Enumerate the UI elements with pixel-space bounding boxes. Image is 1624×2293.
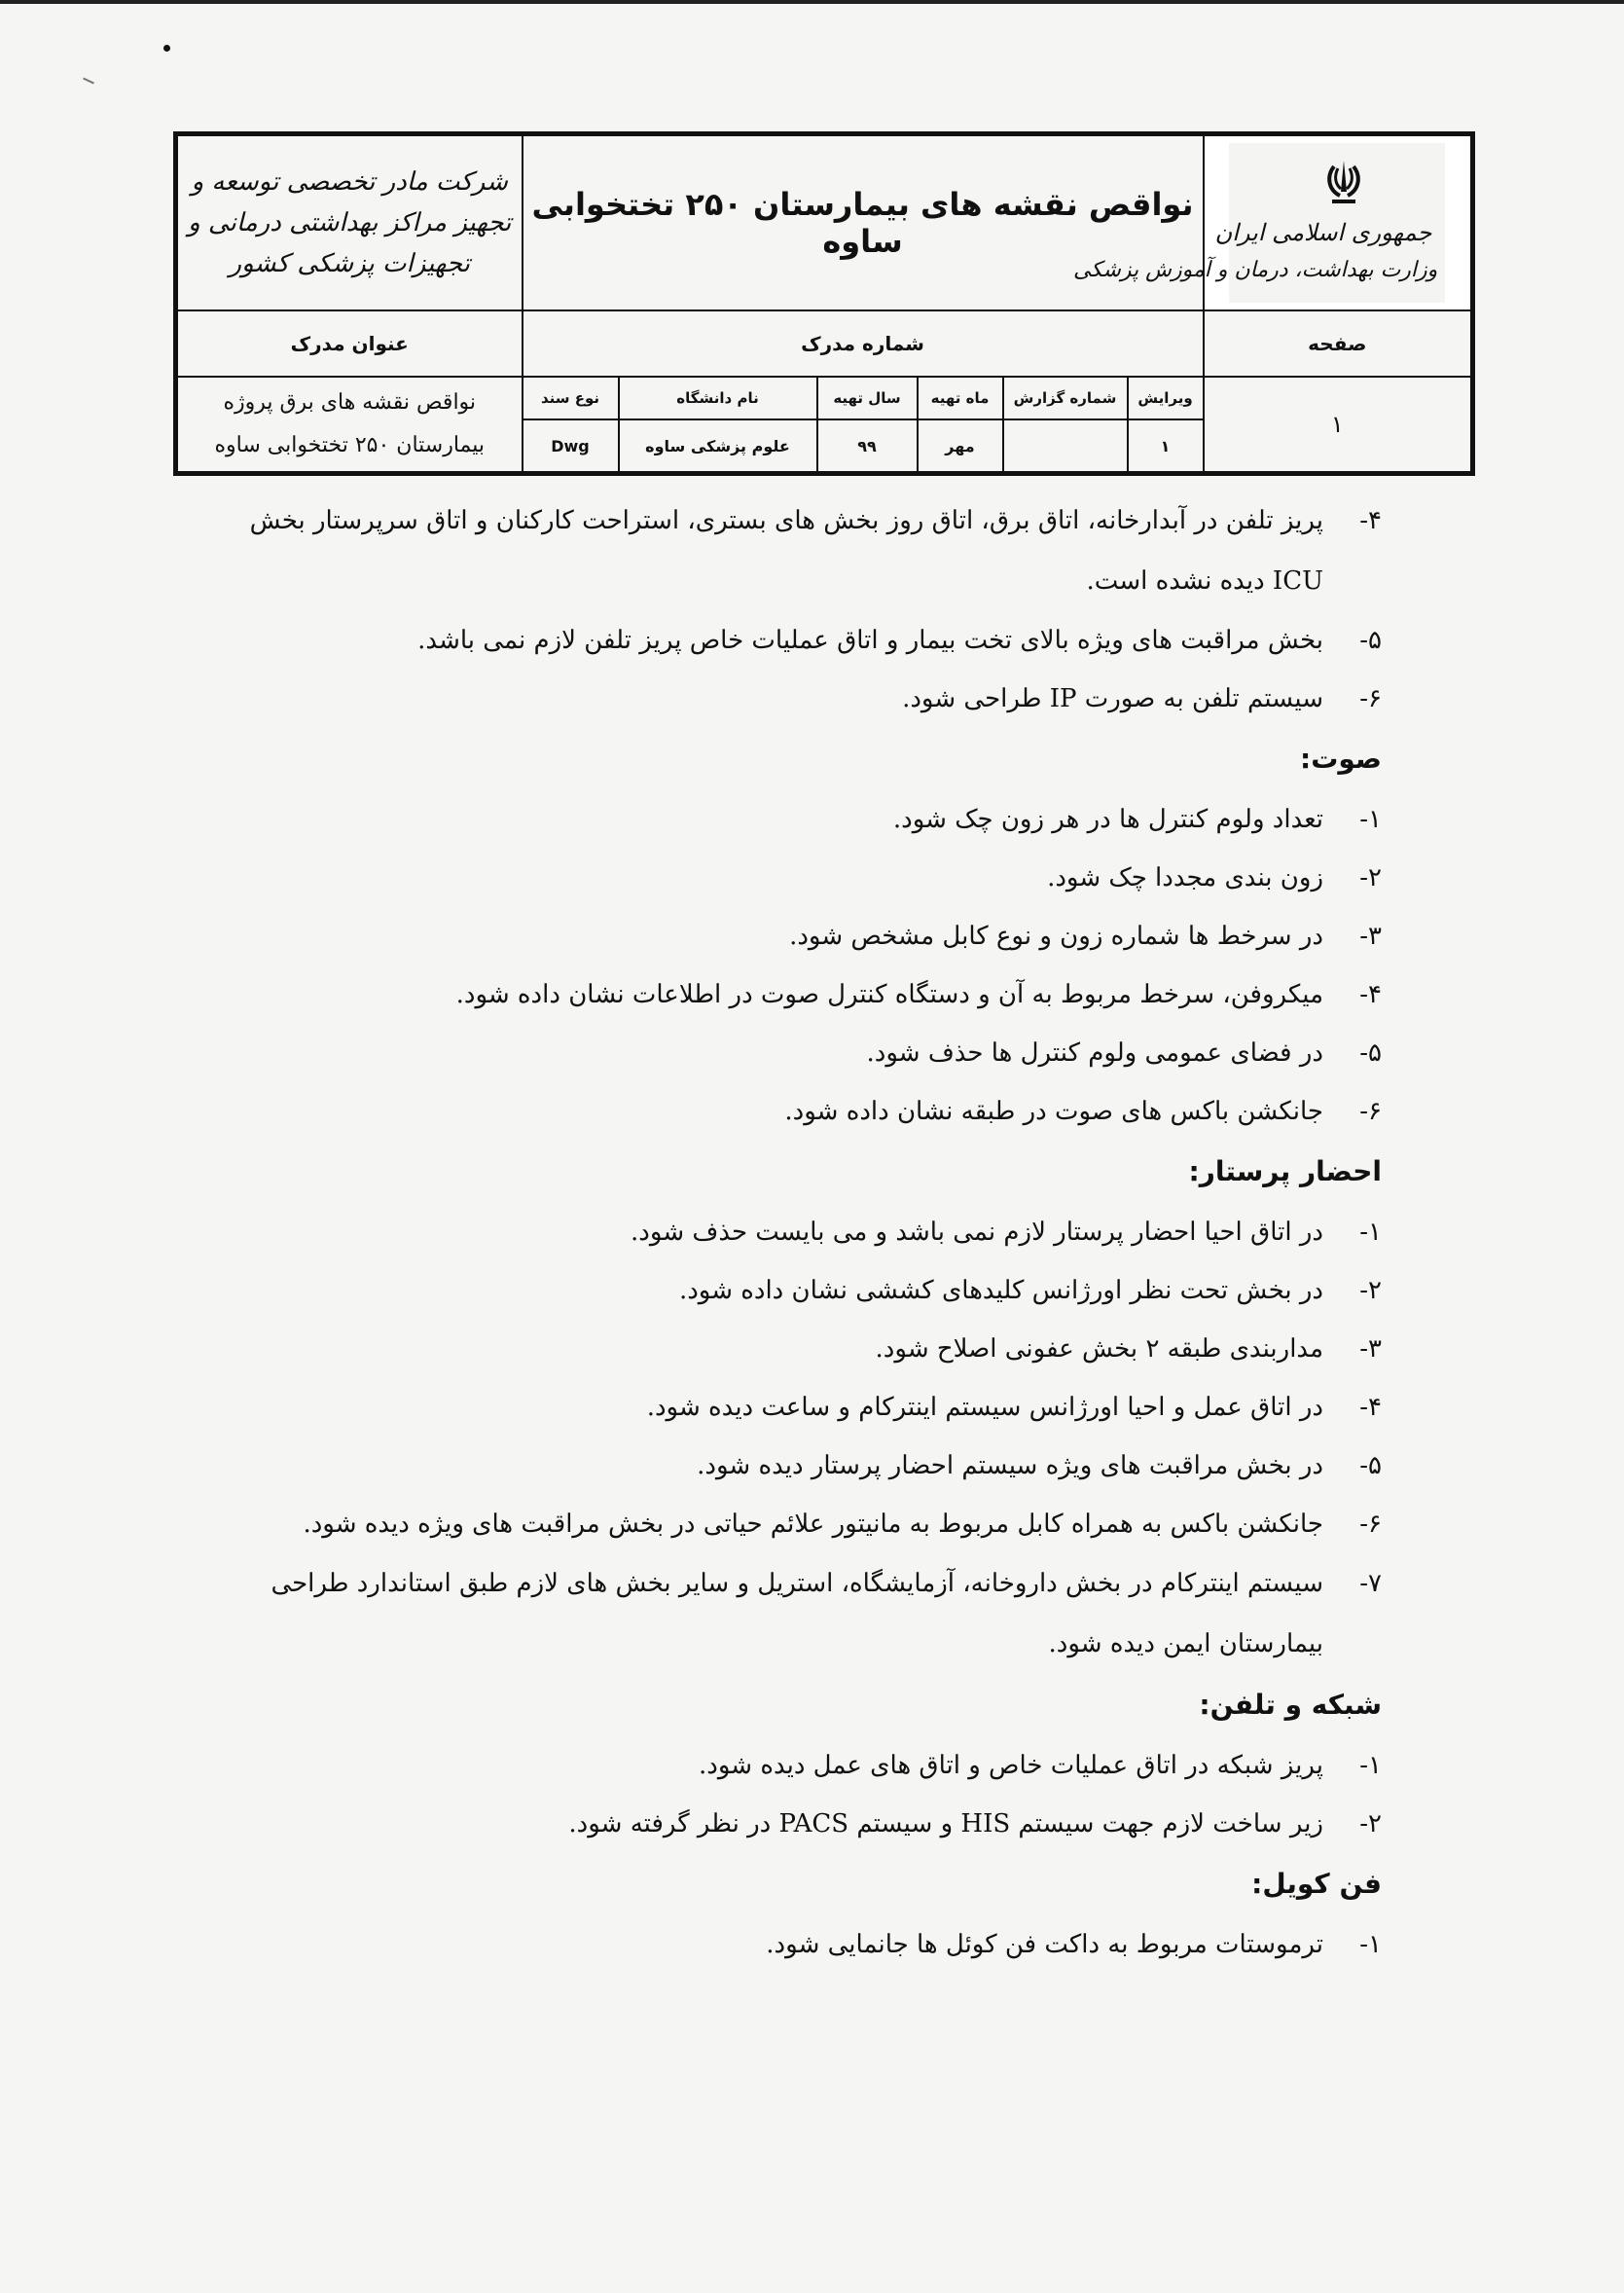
month-value: مهر — [945, 436, 975, 455]
item-number: ۶- — [1359, 1097, 1382, 1126]
page-number-cell — [1204, 377, 1473, 474]
list-item — [243, 1261, 1382, 1320]
list-item — [243, 849, 1382, 907]
doc-number-label: شماره مدرک — [801, 332, 924, 355]
list-item — [243, 670, 1382, 728]
col-month — [918, 377, 1003, 419]
doc-number-label-cell — [523, 310, 1204, 377]
col-report-no-label: شماره گزارش — [1013, 389, 1117, 407]
col-doc-type-label: نوع سند — [540, 389, 600, 407]
item-text: زیر ساخت لازم جهت سیستم HIS و سیستم PACS در نظر گرفته شود. — [568, 1809, 1323, 1838]
item-number: ۶- — [1359, 1510, 1382, 1539]
list-item — [243, 611, 1382, 670]
col-year-label: سال تهیه — [833, 389, 901, 407]
item-number: ۲- — [1359, 1276, 1382, 1305]
page-number: ۱ — [1330, 411, 1344, 438]
doc-title-label: عنوان مدرک — [290, 332, 409, 355]
list-item — [243, 790, 1382, 849]
item-number: ۱- — [1359, 1751, 1382, 1780]
list-item — [209, 1553, 1382, 1674]
list-item — [243, 1795, 1382, 1853]
item-number: ۳- — [1359, 1334, 1382, 1364]
section-heading-network: شبکه و تلفن: — [1199, 1689, 1382, 1721]
item-text: جانکشن باکس به همراه کابل مربوط به مانیتور علائم حیاتی در بخش مراقبت های ویژه دیده شود. — [303, 1510, 1323, 1539]
item-text: در بخش مراقبت های ویژه سیستم احضار پرستار دیده شود. — [697, 1451, 1323, 1480]
list-item — [209, 491, 1382, 611]
doc-title-cell — [176, 377, 523, 474]
page-label-cell — [1204, 310, 1473, 377]
doc-type-value: Dwg — [551, 436, 590, 455]
list-item — [243, 907, 1382, 965]
section-heading-sound: صوت: — [1300, 743, 1382, 775]
item-number: ۴- — [1359, 506, 1382, 535]
val-university — [619, 419, 817, 474]
item-number: ۳- — [1359, 922, 1382, 951]
val-year — [817, 419, 918, 474]
item-text: جانکشن باکس های صوت در طبقه نشان داده شود. — [784, 1097, 1323, 1126]
item-text: سیستم اینترکام در بخش داروخانه، آزمایشگاه، استریل و سایر بخش های لازم طبق استاندارد طراحی بیمارستان ایمن دیده شود. — [271, 1569, 1323, 1658]
item-text: در فضای عمومی ولوم کنترل ها حذف شود. — [866, 1038, 1323, 1068]
list-item — [243, 1915, 1382, 1974]
item-text: پریز تلفن در آبدارخانه، اتاق برق، اتاق روز بخش های بستری، استراحت کارکنان و اتاق سرپرستار بخش ICU دیده نشده است. — [249, 506, 1323, 596]
scan-mark — [83, 78, 94, 85]
item-number: ۵- — [1359, 1451, 1382, 1480]
document-body — [243, 491, 1382, 1974]
item-number: ۱- — [1359, 1218, 1382, 1247]
col-report-no — [1003, 377, 1128, 419]
item-number: ۴- — [1359, 980, 1382, 1009]
section-heading-nurse-call: احضار پرستار: — [1188, 1155, 1382, 1187]
logo-cell — [1072, 134, 1473, 311]
page-title: نواقص نقشه های بیمارستان ۲۵۰ تختخوابی ساوه — [531, 186, 1194, 260]
university-value: علوم پزشکی ساوه — [645, 436, 790, 455]
val-report-no — [1003, 419, 1128, 474]
ministry-logo — [1072, 143, 1445, 303]
col-month-label: ماه تهیه — [930, 389, 990, 407]
doc-title-label-cell — [176, 310, 523, 377]
col-university-label: نام دانشگاه — [676, 389, 759, 407]
document-title-cell — [523, 134, 1204, 311]
item-number: ۵- — [1359, 626, 1382, 655]
list-item — [243, 1024, 1382, 1082]
col-revision-label: ویرایش — [1137, 389, 1193, 407]
list-item — [243, 1320, 1382, 1378]
list-item — [209, 1495, 1382, 1553]
section-heading-fan-coil: فن کویل: — [1251, 1868, 1382, 1900]
item-number: ۵- — [1359, 1038, 1382, 1068]
item-number: ۴- — [1359, 1393, 1382, 1422]
company-name-cell — [176, 134, 523, 311]
item-text: بخش مراقبت های ویژه بالای تخت بیمار و اتاق عملیات خاص پریز تلفن لازم نمی باشد. — [417, 626, 1323, 655]
item-text: میکروفن، سرخط مربوط به آن و دستگاه کنترل صوت در اطلاعات نشان داده شود. — [455, 980, 1323, 1009]
item-text: در سرخط ها شماره زون و نوع کابل مشخص شود. — [789, 922, 1323, 951]
list-item — [243, 1378, 1382, 1437]
year-value: ۹۹ — [857, 436, 877, 455]
val-month — [918, 419, 1003, 474]
company-name: شرکت مادر تخصصی توسعه و تجهیز مراکز بهداشتی درمانی و تجهیزات پزشکی کشور — [188, 167, 512, 278]
revision-value: ۱ — [1160, 436, 1171, 455]
item-number: ۶- — [1359, 684, 1382, 713]
item-number: ۲- — [1359, 863, 1382, 892]
item-text: زون بندی مجددا چک شود. — [1047, 863, 1323, 892]
document-header-table — [173, 131, 1475, 476]
item-number: ۱- — [1359, 1930, 1382, 1959]
item-text: سیستم تلفن به صورت IP طراحی شود. — [902, 684, 1323, 713]
ministry-line-2: وزارت بهداشت، درمان و آموزش پزشکی — [1072, 258, 1438, 282]
doc-title: نواقص نقشه های برق پروژه بیمارستان ۲۵۰ تختخوابی ساوه — [214, 390, 486, 457]
scan-top-edge — [0, 0, 1624, 4]
item-number: ۷- — [1359, 1569, 1382, 1598]
col-revision — [1128, 377, 1204, 419]
item-number: ۱- — [1359, 805, 1382, 834]
item-text: پریز شبکه در اتاق عملیات خاص و اتاق های عمل دیده شود. — [699, 1751, 1323, 1780]
iran-emblem-icon — [1324, 157, 1363, 207]
list-item — [243, 1437, 1382, 1495]
col-doc-type — [523, 377, 619, 419]
item-text: در اتاق عمل و احیا اورژانس سیستم اینترکام و ساعت دیده شود. — [646, 1393, 1323, 1422]
list-item — [243, 1736, 1382, 1795]
list-item — [243, 965, 1382, 1024]
ministry-line-1: جمهوری اسلامی ایران — [1214, 219, 1432, 246]
scan-dot — [163, 45, 170, 52]
item-text: در بخش تحت نظر اورژانس کلیدهای کششی نشان داده شود. — [678, 1276, 1323, 1305]
list-item — [243, 1203, 1382, 1261]
list-item — [243, 1082, 1382, 1141]
val-revision — [1128, 419, 1204, 474]
item-text: ترموستات مربوط به داکت فن کوئل ها جانمایی شود. — [766, 1930, 1323, 1959]
page-label: صفحه — [1308, 332, 1367, 355]
item-text: تعداد ولوم کنترل ها در هر زون چک شود. — [892, 805, 1323, 834]
col-university — [619, 377, 817, 419]
item-number: ۲- — [1359, 1809, 1382, 1838]
val-doc-type — [523, 419, 619, 474]
item-text: مداربندی طبقه ۲ بخش عفونی اصلاح شود. — [875, 1334, 1323, 1364]
col-year — [817, 377, 918, 419]
item-text: در اتاق احیا احضار پرستار لازم نمی باشد و می بایست حذف شود. — [631, 1218, 1323, 1247]
